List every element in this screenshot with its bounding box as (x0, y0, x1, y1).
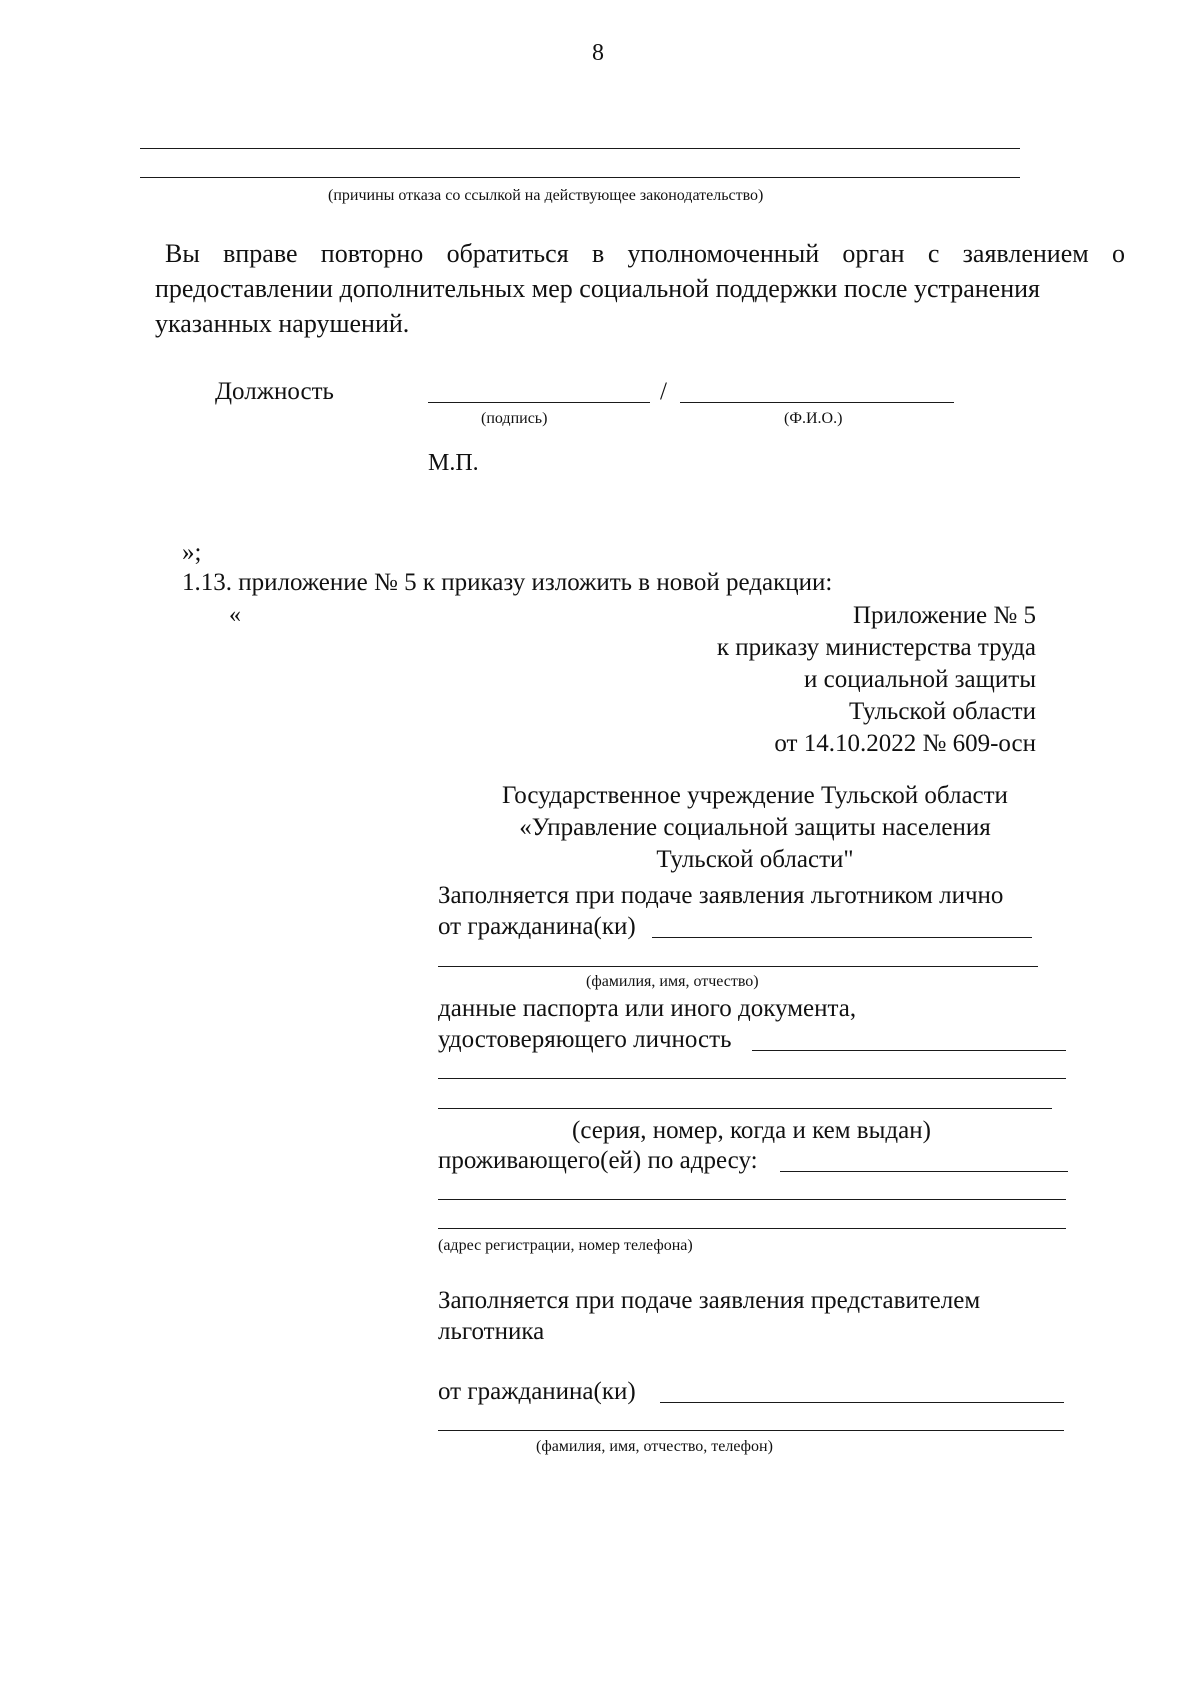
signature-line (428, 402, 650, 403)
fio-caption: (фамилия, имя, отчество) (586, 973, 759, 990)
fio-line[interactable] (438, 966, 1038, 967)
address-label: проживающего(ей) по адресу: (438, 1147, 758, 1174)
opening-quote: « (229, 602, 241, 628)
passport-label-1: данные паспорта или иного документа, (438, 995, 857, 1022)
addressee-line-3: Тульской области" (656, 846, 854, 873)
rep-fio-caption: (фамилия, имя, отчество, телефон) (536, 1438, 773, 1455)
amendment-item: 1.13. приложение № 5 к приказу изложить в новой редакции: (182, 569, 833, 596)
appendix-header (536, 600, 1036, 760)
from-citizen-line[interactable] (652, 937, 1032, 938)
page-number: 8 (592, 40, 604, 66)
name-caption: (Ф.И.О.) (784, 410, 843, 427)
signature-caption: (подпись) (481, 410, 548, 427)
address-line-2[interactable] (438, 1199, 1066, 1200)
address-line-3[interactable] (438, 1228, 1066, 1229)
representative-heading-2: льготника (438, 1318, 545, 1345)
from-citizen-label: от гражданина(ки) (438, 913, 636, 940)
name-line (680, 402, 954, 403)
addressee-line-1: Государственное учреждение Тульской области (502, 782, 1008, 809)
rep-fio-line[interactable] (438, 1430, 1064, 1431)
passport-line-3[interactable] (438, 1108, 1052, 1109)
closing-quote: »; (182, 539, 202, 566)
appendix-line-2: к приказу министерства труда (716, 634, 1036, 661)
refusal-reasons-line-2 (140, 177, 1020, 178)
passport-label-2: удостоверяющего личность (438, 1026, 732, 1053)
notice-line-3: указанных нарушений. (155, 309, 410, 338)
notice-line-1: Вы вправе повторно обратиться в уполномоченный орган с заявлением о (165, 239, 1125, 268)
addressee (445, 780, 1065, 876)
position-label: Должность (215, 378, 334, 405)
signature-slash: / (660, 378, 667, 405)
rep-from-citizen-line[interactable] (660, 1402, 1064, 1403)
addressee-line-2: «Управление социальной защиты населения (519, 814, 991, 841)
notice-line-2: предоставлении дополнительных мер социальной поддержки после устранения (155, 274, 1040, 303)
appendix-line-1: Приложение № 5 (852, 602, 1036, 629)
address-line-1[interactable] (780, 1171, 1068, 1172)
personal-heading: Заполняется при подаче заявления льготником лично (438, 882, 1004, 909)
appendix-line-3: и социальной защиты (803, 666, 1036, 693)
appendix-line-5: от 14.10.2022 № 609-осн (774, 730, 1036, 757)
address-caption: (адрес регистрации, номер телефона) (438, 1237, 693, 1254)
passport-caption: (серия, номер, когда и кем выдан) (572, 1117, 931, 1144)
appendix-line-4: Тульской области (849, 698, 1036, 725)
passport-line-1[interactable] (752, 1050, 1066, 1051)
refusal-reasons-line-1 (140, 148, 1020, 149)
refusal-reasons-caption: (причины отказа со ссылкой на действующее законодательство) (328, 187, 764, 204)
notice-paragraph (155, 236, 1125, 341)
stamp-label: М.П. (428, 450, 479, 476)
representative-heading-1: Заполняется при подаче заявления представителем (438, 1287, 981, 1314)
passport-line-2[interactable] (438, 1078, 1066, 1079)
rep-from-citizen-label: от гражданина(ки) (438, 1378, 636, 1405)
